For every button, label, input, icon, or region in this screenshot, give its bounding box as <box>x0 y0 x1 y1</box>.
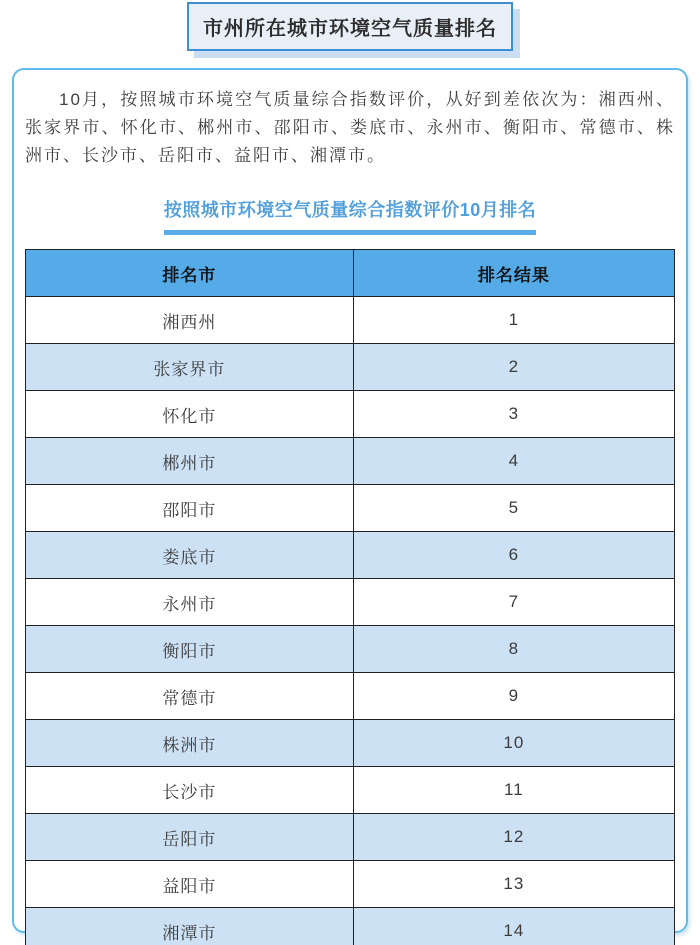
table-row <box>26 908 675 945</box>
table-row <box>26 767 675 814</box>
city-cell: 湘潭市 <box>26 908 354 945</box>
rank-cell: 1 <box>353 297 674 344</box>
table-row <box>26 344 675 391</box>
rank-cell: 8 <box>353 626 674 673</box>
table-header-row <box>26 250 675 297</box>
city-cell: 郴州市 <box>26 438 354 485</box>
rank-cell: 10 <box>353 720 674 767</box>
city-cell: 株洲市 <box>26 720 354 767</box>
rank-cell: 7 <box>353 579 674 626</box>
city-cell: 岳阳市 <box>26 814 354 861</box>
table-row <box>26 861 675 908</box>
city-cell: 长沙市 <box>26 767 354 814</box>
table-row <box>26 814 675 861</box>
ranking-table-body <box>26 297 675 945</box>
table-row <box>26 438 675 485</box>
city-cell: 邵阳市 <box>26 485 354 532</box>
city-cell: 益阳市 <box>26 861 354 908</box>
rank-cell: 2 <box>353 344 674 391</box>
table-row <box>26 626 675 673</box>
city-cell: 永州市 <box>26 579 354 626</box>
city-cell: 张家界市 <box>26 344 354 391</box>
rank-cell: 11 <box>353 767 674 814</box>
rank-cell: 4 <box>353 438 674 485</box>
rank-cell: 3 <box>353 391 674 438</box>
table-row <box>26 720 675 767</box>
table-row <box>26 579 675 626</box>
table-row <box>26 532 675 579</box>
subtitle-underline <box>164 230 536 235</box>
rank-cell: 14 <box>353 908 674 945</box>
table-row <box>26 485 675 532</box>
table-subtitle: 按照城市环境空气质量综合指数评价10月排名 <box>163 200 537 220</box>
ranking-table <box>25 249 675 945</box>
rank-cell: 5 <box>353 485 674 532</box>
city-cell: 湘西州 <box>26 297 354 344</box>
rank-cell: 6 <box>353 532 674 579</box>
page-title: 市州所在城市环境空气质量排名 <box>187 2 513 51</box>
table-row <box>26 391 675 438</box>
city-cell: 娄底市 <box>26 532 354 579</box>
rank-cell: 9 <box>353 673 674 720</box>
column-header-city: 排名市 <box>26 250 354 297</box>
rank-cell: 12 <box>353 814 674 861</box>
table-row <box>26 297 675 344</box>
city-cell: 常德市 <box>26 673 354 720</box>
content-card <box>12 68 688 943</box>
rank-cell: 13 <box>353 861 674 908</box>
city-cell: 衡阳市 <box>26 626 354 673</box>
column-header-rank: 排名结果 <box>353 250 674 297</box>
title-badge-wrap <box>0 0 700 51</box>
intro-paragraph: 10月，按照城市环境空气质量综合指数评价，从好到差依次为：湘西州、张家界市、怀化市、郴州市、邵阳市、娄底市、永州市、衡阳市、常德市、株洲市、长沙市、岳阳市、益阳市、湘潭市。 <box>25 90 675 165</box>
city-cell: 怀化市 <box>26 391 354 438</box>
table-row <box>26 673 675 720</box>
